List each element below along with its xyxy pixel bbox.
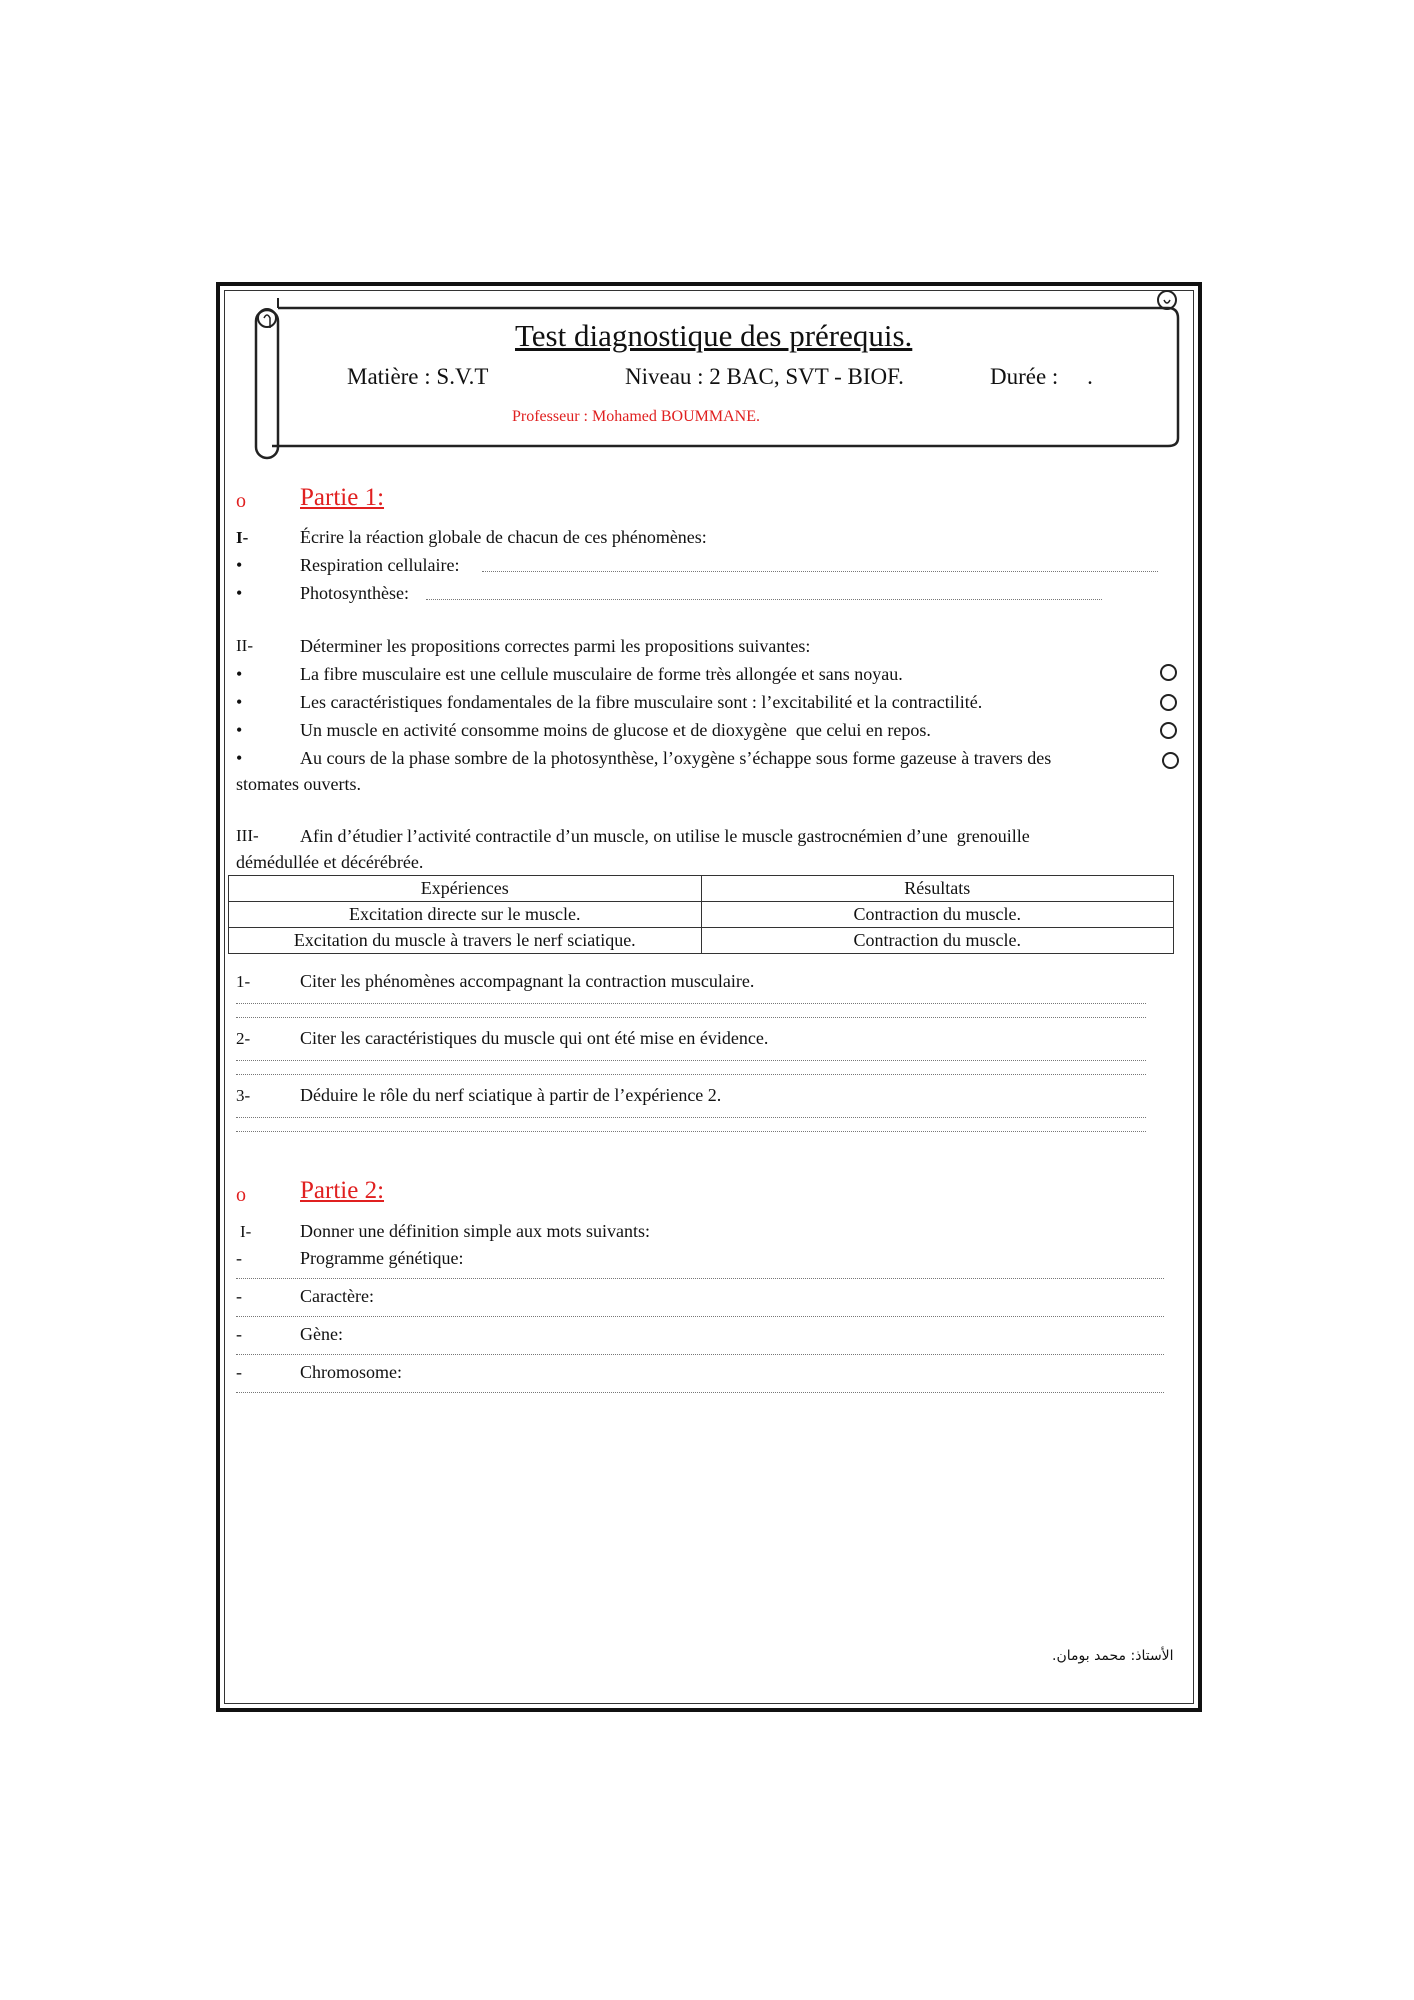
sub-question-number: 3-: [236, 1086, 251, 1105]
proposition-radio[interactable]: [1160, 664, 1177, 681]
q2-text: Déterminer les propositions correctes parmi les propositions suivantes:: [300, 636, 811, 656]
q2-proposition: Au cours de la phase sombre de la photosynthèse, l’oxygène s’échappe sous forme gazeuse à travers des: [300, 748, 1052, 768]
q2-bullet: •: [236, 748, 243, 768]
answer-line[interactable]: [236, 1117, 1146, 1118]
duration-label: Durée : .: [990, 364, 1093, 389]
answer-line[interactable]: [426, 599, 1102, 600]
sub-question-number: 2-: [236, 1029, 251, 1048]
answer-line[interactable]: [236, 1017, 1146, 1018]
q3-text: Afin d’étudier l’activité contractile d’un muscle, on utilise le muscle gastrocnémien d’une grenouille: [300, 826, 1030, 846]
q3-text-cont: démédullée et décérébrée.: [236, 852, 424, 872]
experiment-table: [228, 875, 1174, 954]
q2-bullet: •: [236, 692, 243, 712]
definition-dash: -: [236, 1362, 242, 1382]
definition-term: Gène:: [300, 1324, 343, 1344]
q1-item-label: Photosynthèse:: [300, 583, 410, 603]
sub-question-text: Citer les phénomènes accompagnant la contraction musculaire.: [300, 971, 755, 991]
table-cell: Excitation directe sur le muscle.: [229, 902, 702, 928]
answer-line[interactable]: [236, 1060, 1146, 1061]
definition-term: Chromosome:: [300, 1362, 402, 1382]
table-row: [229, 928, 1174, 954]
page-title: Test diagnostique des prérequis.: [515, 318, 913, 353]
table-header: Résultats: [701, 876, 1174, 902]
sub-question-text: Citer les caractéristiques du muscle qui ont été mise en évidence.: [300, 1028, 769, 1048]
table-cell: Contraction du muscle.: [701, 902, 1174, 928]
q1-bullet: •: [236, 583, 243, 603]
answer-line[interactable]: [236, 1003, 1146, 1004]
teacher-signature-arabic: الأستاذ: محمد بومان.: [1052, 1648, 1174, 1664]
level-label: Niveau : 2 BAC, SVT - BIOF.: [625, 364, 904, 389]
answer-line[interactable]: [236, 1354, 1164, 1355]
proposition-radio[interactable]: [1162, 752, 1179, 769]
q3-number: III-: [236, 826, 259, 845]
proposition-radio[interactable]: [1160, 694, 1177, 711]
table-cell: Contraction du muscle.: [701, 928, 1174, 954]
definition-dash: -: [236, 1286, 242, 1306]
table-row: [229, 902, 1174, 928]
part1-marker: o: [236, 490, 246, 512]
part1-title: Partie 1:: [300, 484, 385, 511]
table-header-row: [229, 876, 1174, 902]
proposition-radio[interactable]: [1160, 722, 1177, 739]
p2-q1-number: I-: [240, 1222, 252, 1241]
q1-text: Écrire la réaction globale de chacun de ces phénomènes:: [300, 527, 707, 547]
subject-label: Matière : S.V.T: [347, 364, 489, 389]
q2-number: II-: [236, 636, 253, 655]
definition-term: Caractère:: [300, 1286, 374, 1306]
q2-proposition: La fibre musculaire est une cellule musculaire de forme très allongée et sans noyau.: [300, 664, 903, 684]
table-cell: Excitation du muscle à travers le nerf sciatique.: [229, 928, 702, 954]
q1-bullet: •: [236, 555, 243, 575]
sub-question-text: Déduire le rôle du nerf sciatique à partir de l’expérience 2.: [300, 1085, 722, 1105]
q2-proposition: Les caractéristiques fondamentales de la fibre musculaire sont : l’excitabilité et la contractilité.: [300, 692, 983, 712]
p2-q1-text: Donner une définition simple aux mots suivants:: [300, 1221, 650, 1241]
definition-dash: -: [236, 1248, 242, 1268]
q2-bullet: •: [236, 664, 243, 684]
answer-line[interactable]: [482, 571, 1158, 572]
part2-marker: o: [236, 1184, 246, 1206]
q1-item-label: Respiration cellulaire:: [300, 555, 460, 575]
q2-bullet: •: [236, 720, 243, 740]
q2-proposition-cont: stomates ouverts.: [236, 774, 361, 794]
answer-line[interactable]: [236, 1278, 1164, 1279]
answer-line[interactable]: [236, 1316, 1164, 1317]
sub-question-number: 1-: [236, 972, 251, 991]
answer-line[interactable]: [236, 1131, 1146, 1132]
part2-title: Partie 2:: [300, 1177, 385, 1204]
definition-term: Programme génétique:: [300, 1248, 464, 1268]
table-header: Expériences: [229, 876, 702, 902]
answer-line[interactable]: [236, 1392, 1164, 1393]
definition-dash: -: [236, 1324, 242, 1344]
q1-number: I-: [236, 528, 249, 547]
teacher-name: Professeur : Mohamed BOUMMANE.: [512, 408, 760, 425]
answer-line[interactable]: [236, 1074, 1146, 1075]
q2-proposition: Un muscle en activité consomme moins de glucose et de dioxygène que celui en repos.: [300, 720, 931, 740]
